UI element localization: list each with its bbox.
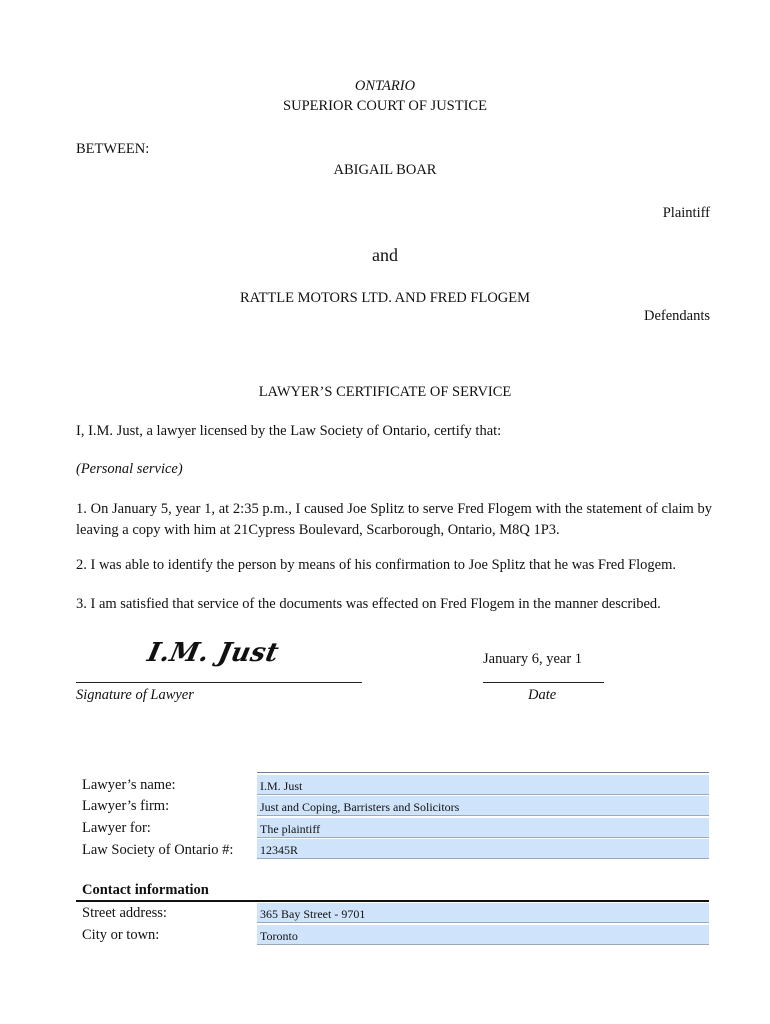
lawyer-name-label: Lawyer’s name: [82, 777, 176, 793]
date-value: January 6, year 1 [483, 651, 583, 667]
lawyer-signature: I.M. Just [144, 638, 282, 668]
service-item-2: 2. I was able to identify the person by means of his confirmation to Joe Splitz that he was Fred Flogem. [76, 557, 677, 573]
contact-section-rule [76, 900, 709, 902]
lawyer-for-field[interactable]: The plaintiff [257, 818, 709, 838]
lawyer-name-field[interactable]: I.M. Just [257, 775, 709, 795]
plaintiff-role: Plaintiff [662, 205, 710, 221]
plaintiff-name: ABIGAIL BOAR [333, 162, 437, 178]
lawyer-firm-field[interactable]: Just and Coping, Barristers and Solicitors [257, 796, 709, 816]
city-label: City or town: [82, 927, 160, 943]
between-label: BETWEEN: [76, 141, 150, 157]
lawyer-info-top-border [257, 772, 709, 773]
certificate-title: LAWYER’S CERTIFICATE OF SERVICE [258, 384, 512, 400]
service-type: (Personal service) [76, 461, 183, 477]
signature-line [76, 682, 362, 683]
date-label: Date [528, 687, 557, 703]
signature-label: Signature of Lawyer [76, 687, 194, 703]
province-heading: ONTARIO [354, 78, 416, 94]
contact-section-title: Contact information [82, 882, 209, 898]
lso-number-label: Law Society of Ontario #: [82, 842, 234, 858]
lawyer-for-label: Lawyer for: [82, 820, 151, 836]
date-line [483, 682, 604, 683]
street-address-field[interactable]: 365 Bay Street - 9701 [257, 903, 709, 923]
street-address-label: Street address: [82, 905, 167, 921]
defendant-role: Defendants [643, 308, 710, 324]
certificate-intro: I, I.M. Just, a lawyer licensed by the Law Society of Ontario, certify that: [76, 423, 502, 439]
lawyer-firm-label: Lawyer’s firm: [82, 798, 170, 814]
lso-number-field[interactable]: 12345R [257, 839, 709, 859]
court-heading: SUPERIOR COURT OF JUSTICE [283, 98, 487, 114]
city-field[interactable]: Toronto [257, 925, 709, 945]
service-item-1: 1. On January 5, year 1, at 2:35 p.m., I caused Joe Splitz to serve Fred Flogem with the statement of claim by leaving a copy with him at 21Cypress Boulevard, Scarborough, Ontario, M8Q 1P3. [76, 501, 712, 538]
service-item-3: 3. I am satisfied that service of the documents was effected on Fred Flogem in the manner described. [76, 596, 661, 612]
and-separator: and [372, 245, 398, 265]
defendant-names: RATTLE MOTORS LTD. AND FRED FLOGEM [239, 290, 531, 306]
